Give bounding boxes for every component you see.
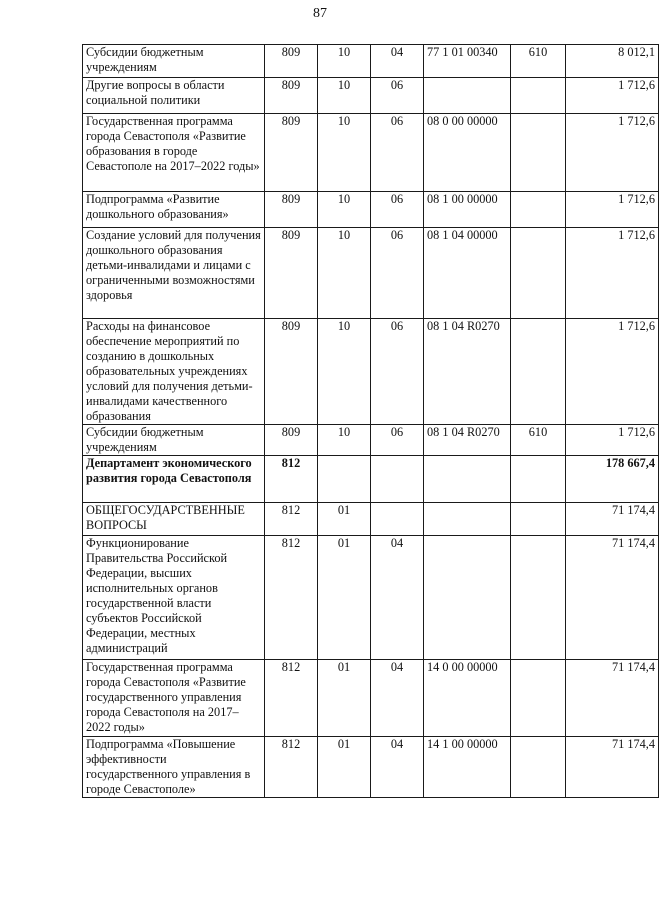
section-code-cell: 10 bbox=[318, 78, 371, 114]
row-name-cell: Субсидии бюджетным учреждениям bbox=[83, 425, 265, 456]
expense-type-code-cell bbox=[511, 319, 566, 425]
table-row bbox=[83, 45, 659, 78]
table-row bbox=[83, 660, 659, 737]
section-code-cell: 01 bbox=[318, 737, 371, 798]
expense-type-code-cell: 610 bbox=[511, 425, 566, 456]
table-row bbox=[83, 737, 659, 798]
subsection-code-cell: 04 bbox=[371, 536, 424, 660]
department-code-cell: 809 bbox=[265, 78, 318, 114]
expense-type-code-cell bbox=[511, 737, 566, 798]
expense-type-code-cell bbox=[511, 114, 566, 192]
subsection-code-cell bbox=[371, 456, 424, 503]
target-article-code-cell: 08 1 04 R0270 bbox=[424, 425, 511, 456]
section-code-cell: 10 bbox=[318, 228, 371, 319]
department-code-cell: 812 bbox=[265, 456, 318, 503]
table-row bbox=[83, 536, 659, 660]
table-row bbox=[83, 425, 659, 456]
subsection-code-cell: 06 bbox=[371, 192, 424, 228]
expense-type-code-cell bbox=[511, 192, 566, 228]
subsection-code-cell: 06 bbox=[371, 228, 424, 319]
target-article-code-cell bbox=[424, 78, 511, 114]
section-code-cell: 01 bbox=[318, 503, 371, 536]
amount-cell: 71 174,4 bbox=[566, 503, 659, 536]
amount-cell: 1 712,6 bbox=[566, 425, 659, 456]
amount-cell: 71 174,4 bbox=[566, 737, 659, 798]
row-name-cell: Государственная программа города Севастополя «Развитие государственного управления города Севастополя на 2017–2022 годы» bbox=[83, 660, 265, 737]
budget-table-body bbox=[83, 45, 659, 798]
target-article-code-cell: 08 1 04 R0270 bbox=[424, 319, 511, 425]
section-code-cell: 10 bbox=[318, 114, 371, 192]
row-name-cell: Функционирование Правительства Российской Федерации, высших исполнительных органов государственной власти субъектов Российской Федерации, местных администраций bbox=[83, 536, 265, 660]
amount-cell: 1 712,6 bbox=[566, 192, 659, 228]
table-row bbox=[83, 78, 659, 114]
amount-cell: 71 174,4 bbox=[566, 660, 659, 737]
target-article-code-cell: 08 0 00 00000 bbox=[424, 114, 511, 192]
amount-cell: 71 174,4 bbox=[566, 536, 659, 660]
section-code-cell bbox=[318, 456, 371, 503]
subsection-code-cell: 04 bbox=[371, 660, 424, 737]
department-code-cell: 809 bbox=[265, 45, 318, 78]
department-code-cell: 812 bbox=[265, 503, 318, 536]
target-article-code-cell bbox=[424, 456, 511, 503]
target-article-code-cell: 14 0 00 00000 bbox=[424, 660, 511, 737]
row-name-cell: ОБЩЕГОСУДАРСТВЕННЫЕ ВОПРОСЫ bbox=[83, 503, 265, 536]
department-code-cell: 809 bbox=[265, 192, 318, 228]
expense-type-code-cell bbox=[511, 78, 566, 114]
table-row bbox=[83, 456, 659, 503]
table-row bbox=[83, 319, 659, 425]
table-row bbox=[83, 192, 659, 228]
target-article-code-cell: 08 1 04 00000 bbox=[424, 228, 511, 319]
expense-type-code-cell bbox=[511, 456, 566, 503]
row-name-cell: Расходы на финансовое обеспечение мероприятий по созданию в дошкольных образовательных учреждениях условий для получения детьми-инвалидами качественного образования bbox=[83, 319, 265, 425]
section-code-cell: 10 bbox=[318, 319, 371, 425]
expense-type-code-cell bbox=[511, 660, 566, 737]
department-code-cell: 809 bbox=[265, 228, 318, 319]
subsection-code-cell: 04 bbox=[371, 737, 424, 798]
department-code-cell: 812 bbox=[265, 660, 318, 737]
row-name-cell: Подпрограмма «Развитие дошкольного образования» bbox=[83, 192, 265, 228]
department-code-cell: 812 bbox=[265, 536, 318, 660]
department-code-cell: 809 bbox=[265, 425, 318, 456]
section-code-cell: 10 bbox=[318, 425, 371, 456]
section-code-cell: 01 bbox=[318, 536, 371, 660]
amount-cell: 178 667,4 bbox=[566, 456, 659, 503]
department-code-cell: 809 bbox=[265, 114, 318, 192]
subsection-code-cell: 06 bbox=[371, 425, 424, 456]
expense-type-code-cell bbox=[511, 228, 566, 319]
target-article-code-cell bbox=[424, 503, 511, 536]
expense-type-code-cell bbox=[511, 536, 566, 660]
target-article-code-cell: 14 1 00 00000 bbox=[424, 737, 511, 798]
target-article-code-cell: 08 1 00 00000 bbox=[424, 192, 511, 228]
budget-table bbox=[82, 44, 659, 798]
department-code-cell: 809 bbox=[265, 319, 318, 425]
expense-type-code-cell bbox=[511, 503, 566, 536]
amount-cell: 1 712,6 bbox=[566, 78, 659, 114]
subsection-code-cell: 04 bbox=[371, 45, 424, 78]
amount-cell: 8 012,1 bbox=[566, 45, 659, 78]
row-name-cell: Субсидии бюджетным учреждениям bbox=[83, 45, 265, 78]
row-name-cell: Другие вопросы в области социальной политики bbox=[83, 78, 265, 114]
amount-cell: 1 712,6 bbox=[566, 228, 659, 319]
subsection-code-cell: 06 bbox=[371, 78, 424, 114]
table-row bbox=[83, 228, 659, 319]
subsection-code-cell: 06 bbox=[371, 319, 424, 425]
row-name-cell: Государственная программа города Севастополя «Развитие образования в городе Севастополе на 2017–2022 годы» bbox=[83, 114, 265, 192]
row-name-cell: Департамент экономического развития города Севастополя bbox=[83, 456, 265, 503]
page-number: 87 bbox=[313, 6, 327, 21]
amount-cell: 1 712,6 bbox=[566, 114, 659, 192]
row-name-cell: Подпрограмма «Повышение эффективности государственного управления в городе Севастополе» bbox=[83, 737, 265, 798]
target-article-code-cell: 77 1 01 00340 bbox=[424, 45, 511, 78]
table-row bbox=[83, 114, 659, 192]
section-code-cell: 10 bbox=[318, 192, 371, 228]
subsection-code-cell bbox=[371, 503, 424, 536]
section-code-cell: 01 bbox=[318, 660, 371, 737]
target-article-code-cell bbox=[424, 536, 511, 660]
expense-type-code-cell: 610 bbox=[511, 45, 566, 78]
amount-cell: 1 712,6 bbox=[566, 319, 659, 425]
department-code-cell: 812 bbox=[265, 737, 318, 798]
table-row bbox=[83, 503, 659, 536]
section-code-cell: 10 bbox=[318, 45, 371, 78]
row-name-cell: Создание условий для получения дошкольного образования детьми-инвалидами и лицами с ограниченными возможностями здоровья bbox=[83, 228, 265, 319]
subsection-code-cell: 06 bbox=[371, 114, 424, 192]
